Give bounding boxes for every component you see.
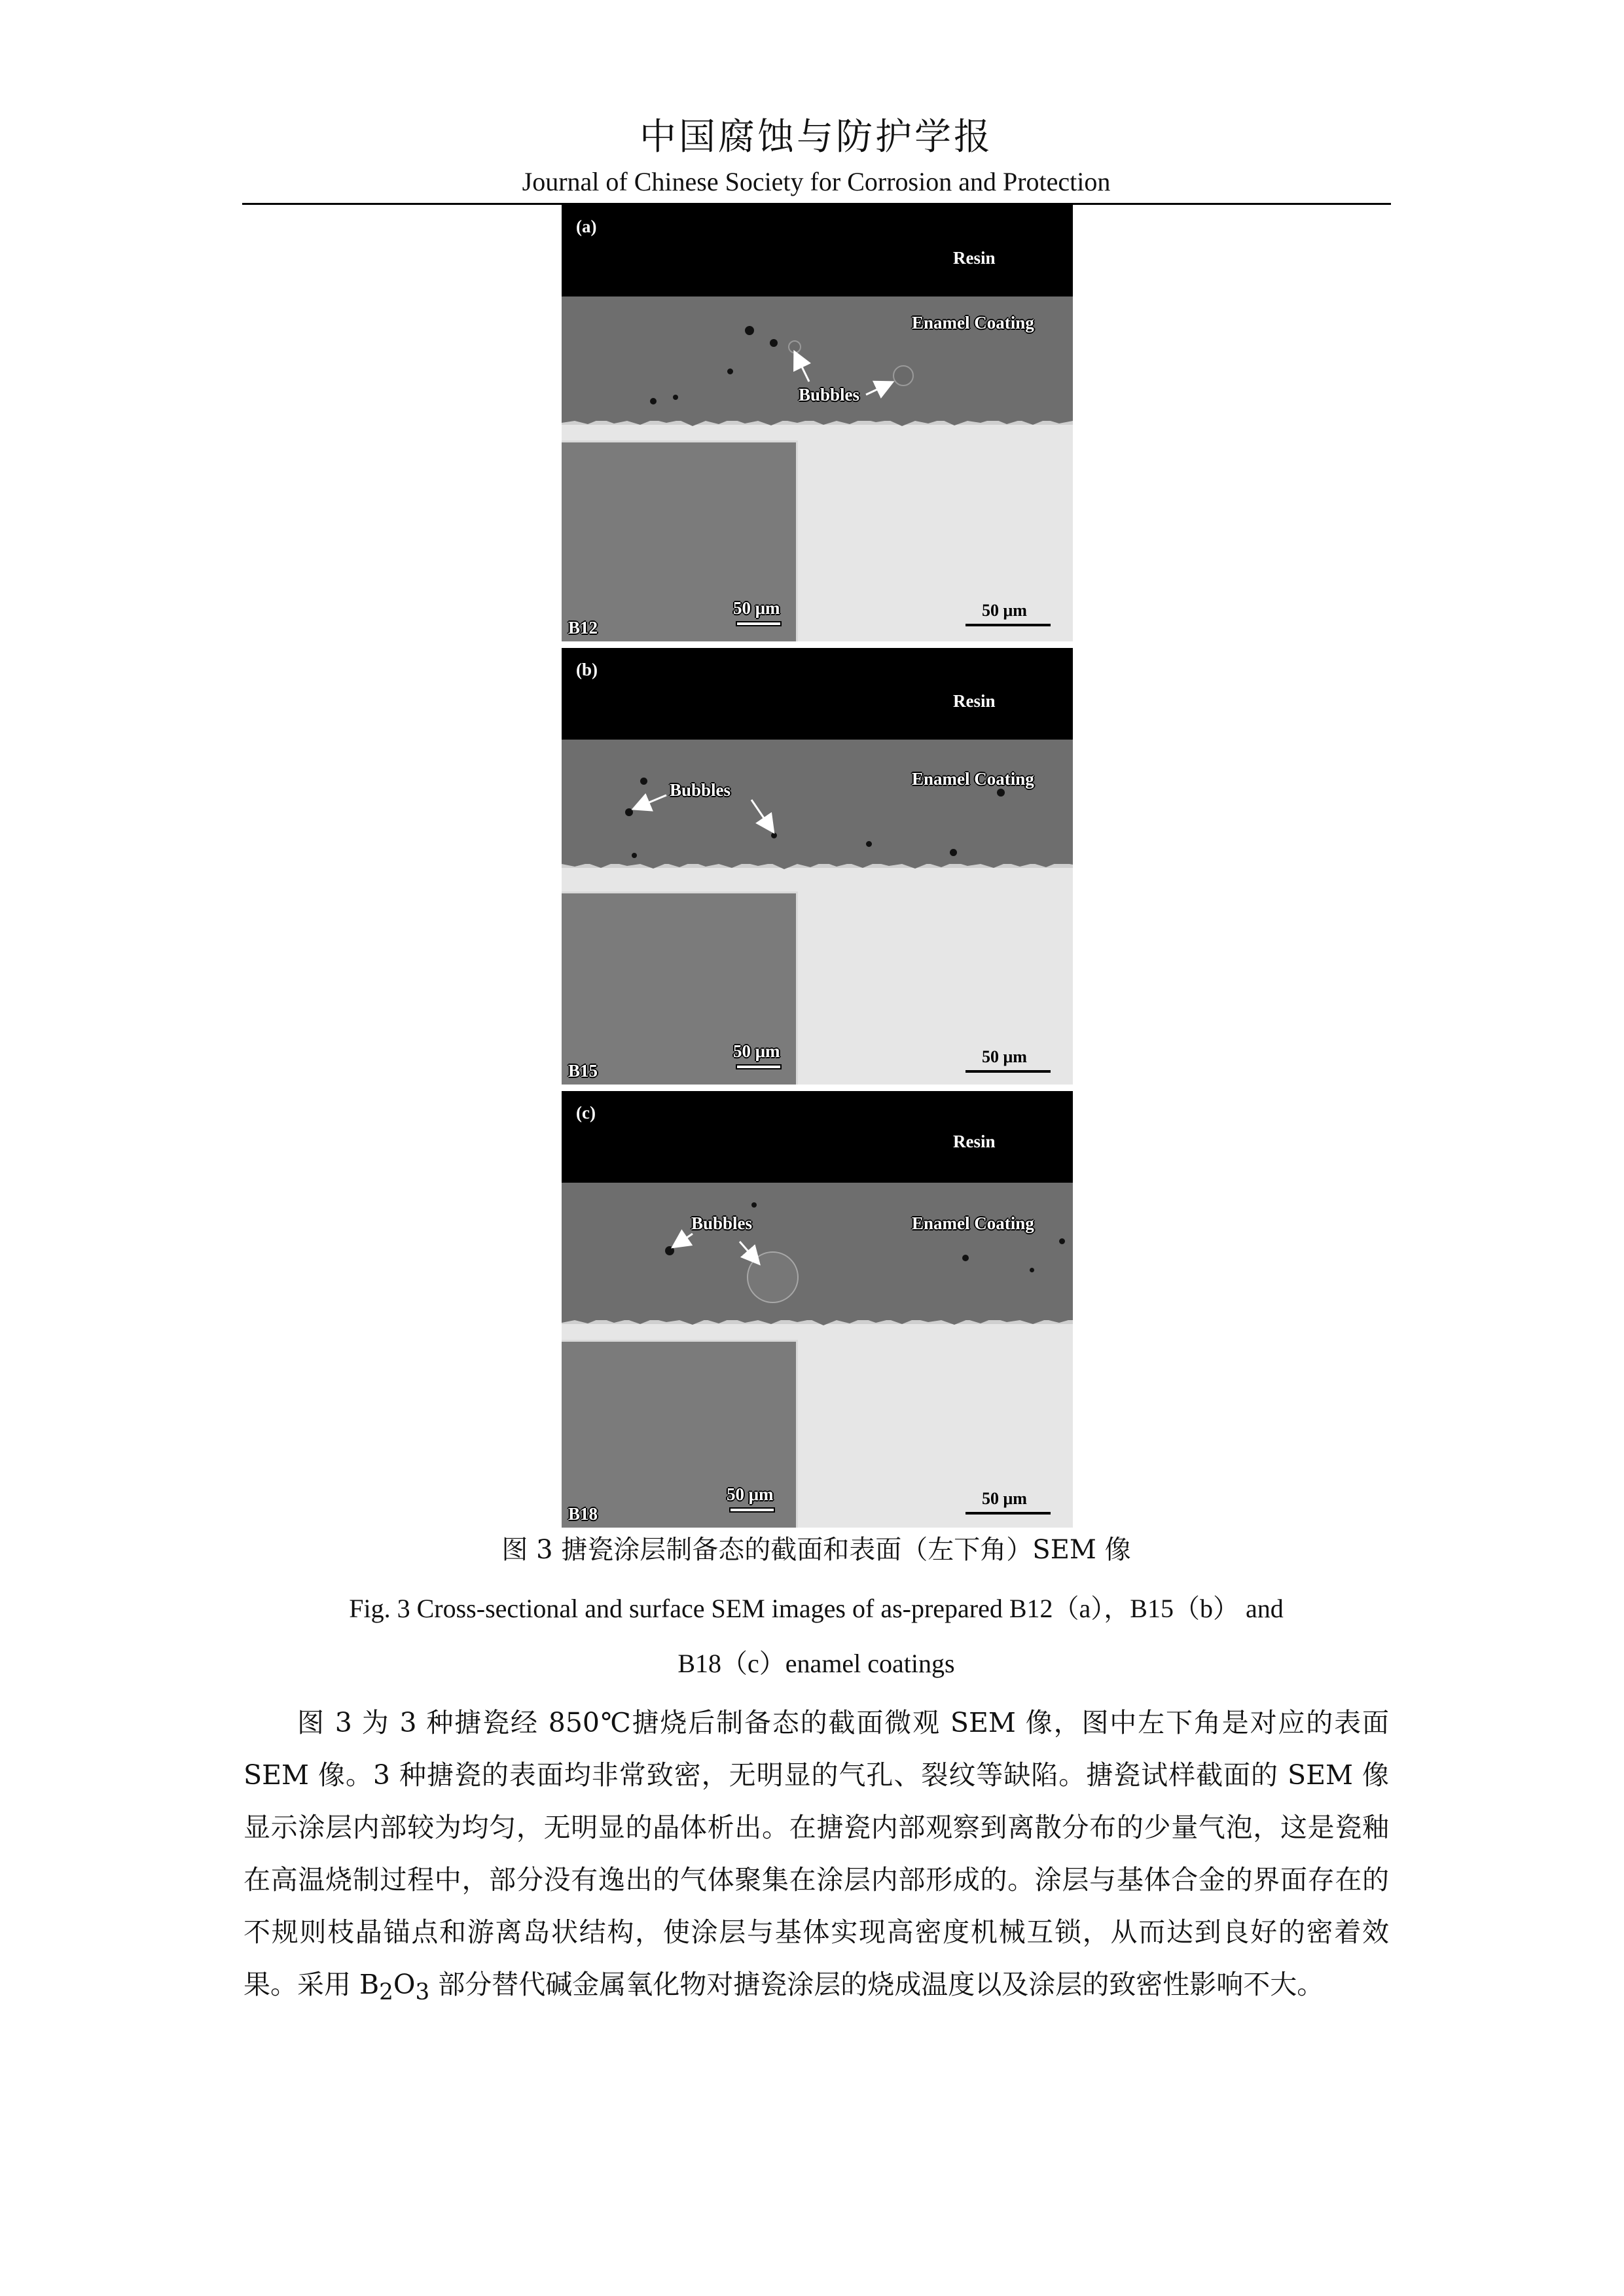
journal-title-en: Journal of Chinese Society for Corrosion and Protection — [522, 167, 1111, 196]
main-scale-bar — [965, 624, 1051, 626]
inset-scale-label: 50 μm — [733, 598, 780, 618]
coating-label: Enamel Coating — [912, 313, 1034, 332]
sem-panel-b — [562, 648, 1073, 1085]
inset-scale-label: 50 μm — [733, 1041, 780, 1061]
main-scale-label: 50 μm — [982, 1489, 1027, 1508]
main-scale-bar — [965, 1512, 1051, 1515]
sample-label: B15 — [568, 1061, 598, 1081]
paragraph-1 — [244, 1696, 1389, 2018]
inset-scale-bar — [731, 1509, 774, 1511]
sample-label: B18 — [568, 1504, 598, 1524]
surface-inset — [562, 891, 798, 1085]
coating-label: Enamel Coating — [912, 769, 1034, 789]
subscript: 3 — [415, 1979, 430, 2006]
panel-id: (c) — [576, 1103, 596, 1122]
figure-caption-en-line1: Fig. 3 Cross-sectional and surface SEM images of as-prepared B12（a），B15（b） and — [349, 1594, 1284, 1623]
resin-label: Resin — [953, 691, 996, 711]
body-paragraph — [244, 1696, 1389, 2018]
surface-inset — [562, 440, 798, 641]
bubbles-label: Bubbles — [691, 1213, 753, 1233]
main-scale-label: 50 μm — [982, 1047, 1027, 1066]
inset-scale-bar — [737, 622, 780, 625]
sample-label: B12 — [568, 618, 598, 637]
main-scale-bar — [965, 1070, 1051, 1073]
resin-label: Resin — [953, 248, 996, 268]
paragraph-text: 图 3 为 3 种搪瓷经 850℃搪烧后制备态的截面微观 SEM 像，图中左下角是对应的表面 SEM 像。3 种搪瓷的表面均非常致密，无明显的气孔、裂纹等缺陷。搪瓷试样截面的 SEM 像显示涂层内部较为均匀，无明显的晶体析出。在搪瓷内部观察到离散分布的少量气泡，这是瓷釉在高温烧制过程中，部分没有逸出的气体聚集在涂层内部形成的。涂层与基体合金的界面存在的不规则枝晶锚点和游离岛状结构，使涂层与基体实现高密度机械互锁，从而达到良好的密着效果。采用 B — [244, 1707, 1389, 2000]
subscript: 2 — [379, 1979, 393, 2006]
coating-label: Enamel Coating — [912, 1213, 1034, 1233]
panel-id: (a) — [576, 217, 597, 236]
surface-inset — [562, 1340, 798, 1528]
main-scale-label: 50 μm — [982, 601, 1027, 620]
journal-title-cn: 中国腐蚀与防护学报 — [640, 116, 993, 158]
figure-caption-cn: 图 3 搪瓷涂层制备态的截面和表面（左下角）SEM 像 — [501, 1535, 1131, 1565]
bubbles-label: Bubbles — [799, 385, 860, 404]
paragraph-text: 部分替代碱金属氧化物对搪瓷涂层的烧成温度以及涂层的致密性影响不大。 — [429, 1969, 1324, 2000]
sem-panel-c — [562, 1091, 1073, 1528]
bubbles-label: Bubbles — [670, 780, 731, 800]
figure-caption-en-line2: B18（c）enamel coatings — [677, 1649, 955, 1678]
panel-id: (b) — [576, 660, 598, 679]
formula-text: O — [393, 1969, 416, 2000]
resin-label: Resin — [953, 1132, 996, 1151]
inset-scale-bar — [737, 1066, 780, 1068]
running-header — [244, 111, 1389, 200]
sem-panel-a — [562, 205, 1073, 641]
inset-scale-label: 50 μm — [727, 1484, 774, 1504]
